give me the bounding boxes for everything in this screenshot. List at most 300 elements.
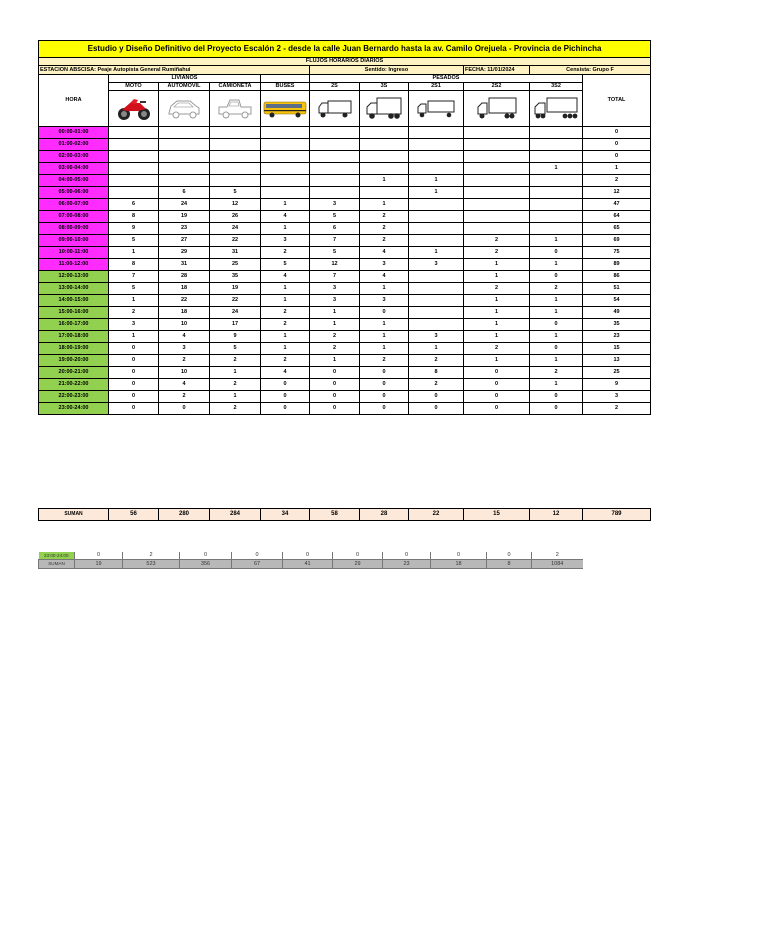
- count-cell-automovil: [159, 127, 210, 139]
- count-cell-camioneta: 31: [210, 247, 261, 259]
- hour-cell: 15:00-16:00: [39, 307, 109, 319]
- row-total-cell: 64: [583, 211, 651, 223]
- count-cell-2s: 1: [310, 307, 360, 319]
- count-cell-buses: 2: [261, 319, 310, 331]
- count-cell-moto: 0: [109, 379, 159, 391]
- traffic-count-sheet: [38, 40, 650, 415]
- count-cell-moto: 1: [109, 295, 159, 307]
- hour-cell: 04:00-05:00: [39, 175, 109, 187]
- count-cell-camioneta: 9: [210, 331, 261, 343]
- count-cell-2s1: 1: [409, 175, 464, 187]
- count-cell-3s: 2: [360, 355, 409, 367]
- count-cell-2s2: 2: [464, 343, 530, 355]
- count-cell-2s2: 2: [464, 235, 530, 247]
- motorcycle-icon: [109, 91, 158, 126]
- count-cell-2s: 6: [310, 223, 360, 235]
- count-cell-buses: 1: [261, 199, 310, 211]
- col-header-buses: BUSES: [261, 83, 310, 91]
- count-cell-2s2: [464, 139, 530, 151]
- count-cell-3s: 0: [360, 307, 409, 319]
- count-cell-automovil: 22: [159, 295, 210, 307]
- count-cell-2s2: [464, 199, 530, 211]
- livianos-group-header: LIVIANOS: [109, 75, 261, 83]
- sum-camioneta: 284: [210, 509, 261, 521]
- count-cell-2s: 12: [310, 259, 360, 271]
- row-total-cell: 65: [583, 223, 651, 235]
- count-cell-moto: 9: [109, 223, 159, 235]
- table-row: [39, 163, 651, 175]
- table-row: [39, 343, 651, 355]
- count-cell-automovil: 18: [159, 283, 210, 295]
- count-cell-3s2: [530, 223, 583, 235]
- table-row: [39, 295, 651, 307]
- report-subtitle: FLUJOS HORARIOS DIARIOS: [39, 58, 651, 66]
- report-title: Estudio y Diseño Definitivo del Proyecto Escalón 2 - desde la calle Juan Bernardo hasta la av. Camilo Orejuela - Provincia de Pichincha: [39, 41, 651, 58]
- hour-cell: 07:00-08:00: [39, 211, 109, 223]
- secondary-row-value: 0: [383, 552, 431, 560]
- count-cell-2s: 1: [310, 355, 360, 367]
- count-cell-2s1: [409, 139, 464, 151]
- count-cell-2s1: 2: [409, 379, 464, 391]
- count-cell-automovil: 2: [159, 355, 210, 367]
- hour-cell: 06:00-07:00: [39, 199, 109, 211]
- count-cell-3s2: 1: [530, 235, 583, 247]
- hour-cell: 19:00-20:00: [39, 355, 109, 367]
- bus-icon: [261, 91, 309, 126]
- count-cell-3s: [360, 151, 409, 163]
- date-label: FECHA: 11/01/2024: [464, 66, 530, 75]
- count-cell-automovil: 27: [159, 235, 210, 247]
- row-total-cell: 54: [583, 295, 651, 307]
- hour-cell: 22:00-23:00: [39, 391, 109, 403]
- count-cell-2s1: [409, 307, 464, 319]
- hour-cell: 03:00-04:00: [39, 163, 109, 175]
- count-cell-automovil: [159, 151, 210, 163]
- count-cell-automovil: 28: [159, 271, 210, 283]
- count-cell-3s2: 1: [530, 259, 583, 271]
- sum-2s: 58: [310, 509, 360, 521]
- count-cell-2s2: 1: [464, 319, 530, 331]
- count-cell-3s2: [530, 211, 583, 223]
- sum-automovil: 280: [159, 509, 210, 521]
- count-cell-3s: 4: [360, 271, 409, 283]
- row-total-cell: 47: [583, 199, 651, 211]
- secondary-sum-value: 523: [123, 560, 180, 569]
- count-cell-moto: 8: [109, 211, 159, 223]
- count-cell-automovil: 4: [159, 379, 210, 391]
- count-cell-automovil: [159, 175, 210, 187]
- secondary-sum-value: 8: [487, 560, 532, 569]
- secondary-sum-value: 29: [333, 560, 383, 569]
- count-cell-automovil: [159, 139, 210, 151]
- secondary-sum-value: 356: [180, 560, 232, 569]
- count-cell-2s1: 8: [409, 367, 464, 379]
- hour-cell: 09:00-10:00: [39, 235, 109, 247]
- count-cell-buses: 0: [261, 391, 310, 403]
- sum-label: SUMAN: [39, 509, 109, 521]
- count-cell-camioneta: 17: [210, 319, 261, 331]
- count-cell-moto: [109, 139, 159, 151]
- count-cell-2s1: 1: [409, 343, 464, 355]
- count-cell-2s2: 1: [464, 295, 530, 307]
- count-cell-camioneta: 25: [210, 259, 261, 271]
- count-cell-2s: 2: [310, 343, 360, 355]
- table-row: [39, 199, 651, 211]
- count-cell-2s1: [409, 319, 464, 331]
- count-cell-3s2: 0: [530, 403, 583, 415]
- secondary-row-value: 2: [123, 552, 180, 560]
- count-cell-buses: 2: [261, 247, 310, 259]
- hour-cell: 20:00-21:00: [39, 367, 109, 379]
- table-row: [39, 307, 651, 319]
- row-total-cell: 0: [583, 127, 651, 139]
- count-cell-automovil: 10: [159, 319, 210, 331]
- car-icon: [159, 91, 209, 126]
- count-cell-3s: 1: [360, 331, 409, 343]
- count-cell-2s1: [409, 211, 464, 223]
- count-cell-buses: 4: [261, 271, 310, 283]
- table-row: [39, 367, 651, 379]
- count-cell-2s2: [464, 127, 530, 139]
- secondary-sum-value: 67: [232, 560, 283, 569]
- hour-cell: 16:00-17:00: [39, 319, 109, 331]
- hour-cell: 23:00-24:00: [39, 403, 109, 415]
- count-cell-buses: 0: [261, 403, 310, 415]
- count-cell-moto: 0: [109, 355, 159, 367]
- hour-cell: 08:00-09:00: [39, 223, 109, 235]
- count-cell-2s: 5: [310, 247, 360, 259]
- count-cell-2s2: [464, 211, 530, 223]
- secondary-sum-value: 19: [75, 560, 123, 569]
- count-cell-3s: [360, 139, 409, 151]
- hourly-rows: [39, 127, 651, 415]
- row-total-cell: 69: [583, 235, 651, 247]
- col-header-2s2: 2S2: [464, 83, 530, 91]
- count-cell-camioneta: 1: [210, 367, 261, 379]
- count-cell-2s: 3: [310, 283, 360, 295]
- count-cell-moto: 5: [109, 235, 159, 247]
- count-cell-camioneta: [210, 151, 261, 163]
- count-cell-moto: 0: [109, 403, 159, 415]
- count-cell-2s2: 1: [464, 307, 530, 319]
- count-cell-2s1: [409, 127, 464, 139]
- count-cell-3s2: [530, 175, 583, 187]
- table-row: [39, 235, 651, 247]
- count-cell-2s1: 0: [409, 391, 464, 403]
- hour-cell: 05:00-06:00: [39, 187, 109, 199]
- count-cell-buses: 1: [261, 343, 310, 355]
- count-cell-3s: 1: [360, 175, 409, 187]
- sum-total: 789: [583, 509, 651, 521]
- sum-2s2: 15: [464, 509, 530, 521]
- count-cell-2s1: 1: [409, 247, 464, 259]
- count-cell-3s: 0: [360, 367, 409, 379]
- count-cell-buses: 1: [261, 223, 310, 235]
- station-label: ESTACION ABSCISA: Peaje Autopista General Rumiñahui: [39, 66, 310, 75]
- count-cell-automovil: 3: [159, 343, 210, 355]
- count-cell-camioneta: 22: [210, 295, 261, 307]
- secondary-sum-section: [38, 552, 582, 569]
- count-cell-2s: 2: [310, 331, 360, 343]
- col-header-camioneta: CAMIONETA: [210, 83, 261, 91]
- table-row: [39, 355, 651, 367]
- count-cell-3s: 1: [360, 343, 409, 355]
- count-cell-3s2: 2: [530, 367, 583, 379]
- count-cell-buses: 5: [261, 259, 310, 271]
- secondary-sum-value: 1084: [532, 560, 583, 569]
- count-cell-2s1: [409, 235, 464, 247]
- count-cell-2s: [310, 151, 360, 163]
- count-cell-buses: 1: [261, 331, 310, 343]
- row-total-cell: 0: [583, 139, 651, 151]
- count-cell-3s: 0: [360, 379, 409, 391]
- row-total-cell: 23: [583, 331, 651, 343]
- hour-cell: 10:00-11:00: [39, 247, 109, 259]
- row-total-cell: 25: [583, 367, 651, 379]
- count-cell-3s2: 2: [530, 283, 583, 295]
- row-total-cell: 2: [583, 403, 651, 415]
- count-cell-moto: [109, 175, 159, 187]
- count-cell-3s2: [530, 199, 583, 211]
- row-total-cell: 12: [583, 187, 651, 199]
- count-cell-buses: [261, 187, 310, 199]
- secondary-row-value: 0: [431, 552, 487, 560]
- row-total-cell: 2: [583, 175, 651, 187]
- row-total-cell: 49: [583, 307, 651, 319]
- count-cell-camioneta: 2: [210, 379, 261, 391]
- count-cell-automovil: 23: [159, 223, 210, 235]
- row-total-cell: 13: [583, 355, 651, 367]
- row-total-cell: 3: [583, 391, 651, 403]
- hour-cell: 00:00-01:00: [39, 127, 109, 139]
- count-cell-camioneta: [210, 127, 261, 139]
- secondary-row-value: 0: [180, 552, 232, 560]
- count-cell-3s2: [530, 127, 583, 139]
- count-cell-2s: 0: [310, 379, 360, 391]
- count-cell-2s: 0: [310, 367, 360, 379]
- count-cell-2s2: [464, 175, 530, 187]
- count-cell-buses: [261, 151, 310, 163]
- row-total-cell: 35: [583, 319, 651, 331]
- counter-label: Censista: Grupo F: [530, 66, 651, 75]
- truck-2s2-icon: [464, 91, 529, 126]
- count-cell-buses: 1: [261, 295, 310, 307]
- count-cell-2s2: [464, 151, 530, 163]
- count-cell-3s: 2: [360, 235, 409, 247]
- total-header: TOTAL: [583, 75, 651, 127]
- hour-cell: 18:00-19:00: [39, 343, 109, 355]
- count-cell-3s: 1: [360, 319, 409, 331]
- table-row: [39, 127, 651, 139]
- count-cell-camioneta: 35: [210, 271, 261, 283]
- table-row: [39, 211, 651, 223]
- count-cell-camioneta: 12: [210, 199, 261, 211]
- count-cell-camioneta: 2: [210, 403, 261, 415]
- count-cell-moto: 0: [109, 391, 159, 403]
- count-cell-3s2: 1: [530, 355, 583, 367]
- count-cell-3s2: [530, 151, 583, 163]
- count-cell-3s2: 1: [530, 307, 583, 319]
- sum-moto: 56: [109, 509, 159, 521]
- count-cell-moto: 2: [109, 307, 159, 319]
- count-cell-2s2: 0: [464, 391, 530, 403]
- count-cell-2s: 5: [310, 211, 360, 223]
- count-cell-2s2: 1: [464, 271, 530, 283]
- count-cell-3s: 1: [360, 199, 409, 211]
- count-cell-2s2: 0: [464, 403, 530, 415]
- count-cell-automovil: [159, 163, 210, 175]
- table-row: [39, 151, 651, 163]
- secondary-sum-row: [39, 560, 583, 569]
- count-cell-automovil: 0: [159, 403, 210, 415]
- secondary-row-value: 0: [487, 552, 532, 560]
- hour-cell: 21:00-22:00: [39, 379, 109, 391]
- table-row: [39, 331, 651, 343]
- count-cell-3s: 4: [360, 247, 409, 259]
- count-cell-automovil: 18: [159, 307, 210, 319]
- count-cell-camioneta: [210, 175, 261, 187]
- count-cell-moto: [109, 151, 159, 163]
- secondary-sum-value: 23: [383, 560, 431, 569]
- count-cell-automovil: 2: [159, 391, 210, 403]
- count-cell-3s: 3: [360, 259, 409, 271]
- count-cell-moto: 1: [109, 331, 159, 343]
- hour-cell: 02:00-03:00: [39, 151, 109, 163]
- count-cell-2s2: 1: [464, 331, 530, 343]
- secondary-sum-label: SUMAN: [39, 560, 75, 569]
- table-row: [39, 391, 651, 403]
- count-cell-buses: [261, 139, 310, 151]
- count-cell-moto: 0: [109, 343, 159, 355]
- table-row: [39, 187, 651, 199]
- count-cell-buses: 0: [261, 379, 310, 391]
- count-cell-automovil: 29: [159, 247, 210, 259]
- truck-2s1-icon: [409, 91, 463, 126]
- sum-2s1: 22: [409, 509, 464, 521]
- count-cell-moto: 8: [109, 259, 159, 271]
- col-header-moto: MOTO: [109, 83, 159, 91]
- count-cell-moto: 3: [109, 319, 159, 331]
- count-cell-2s1: 3: [409, 259, 464, 271]
- sum-table: [38, 508, 651, 521]
- count-cell-camioneta: 22: [210, 235, 261, 247]
- count-cell-camioneta: 5: [210, 343, 261, 355]
- count-cell-camioneta: 24: [210, 223, 261, 235]
- count-cell-3s2: 1: [530, 379, 583, 391]
- sum-section: [38, 508, 650, 521]
- count-cell-2s2: 0: [464, 367, 530, 379]
- count-cell-automovil: 4: [159, 331, 210, 343]
- count-cell-automovil: 31: [159, 259, 210, 271]
- sum-3s2: 12: [530, 509, 583, 521]
- pesados-group-header: PESADOS: [310, 75, 583, 83]
- row-total-cell: 1: [583, 163, 651, 175]
- count-cell-automovil: 19: [159, 211, 210, 223]
- secondary-row-value: 0: [283, 552, 333, 560]
- row-total-cell: 51: [583, 283, 651, 295]
- count-cell-2s: [310, 127, 360, 139]
- table-row: [39, 247, 651, 259]
- count-cell-3s2: 0: [530, 319, 583, 331]
- secondary-sum-table: [38, 552, 583, 569]
- count-cell-2s: [310, 139, 360, 151]
- count-cell-2s1: 3: [409, 331, 464, 343]
- table-row: [39, 259, 651, 271]
- count-cell-moto: 6: [109, 199, 159, 211]
- count-cell-automovil: 6: [159, 187, 210, 199]
- truck-2s-icon: [310, 91, 359, 126]
- count-cell-2s2: [464, 163, 530, 175]
- count-cell-2s1: [409, 223, 464, 235]
- secondary-sum-value: 41: [283, 560, 333, 569]
- count-cell-2s1: [409, 199, 464, 211]
- count-cell-2s: 1: [310, 319, 360, 331]
- row-total-cell: 9: [583, 379, 651, 391]
- count-cell-2s1: [409, 295, 464, 307]
- count-cell-3s: 0: [360, 403, 409, 415]
- hour-cell: 12:00-13:00: [39, 271, 109, 283]
- row-total-cell: 86: [583, 271, 651, 283]
- count-cell-2s2: 1: [464, 259, 530, 271]
- table-row: [39, 403, 651, 415]
- count-cell-buses: 4: [261, 367, 310, 379]
- table-row: [39, 175, 651, 187]
- count-cell-camioneta: 2: [210, 355, 261, 367]
- count-cell-2s: 3: [310, 295, 360, 307]
- pickup-icon: [210, 91, 260, 126]
- table-row: [39, 379, 651, 391]
- table-row: [39, 139, 651, 151]
- table-row: [39, 283, 651, 295]
- count-cell-3s2: 0: [530, 343, 583, 355]
- count-cell-2s: 3: [310, 199, 360, 211]
- direction-label: Sentido: Ingreso: [310, 66, 464, 75]
- truck-3s-icon: [360, 91, 408, 126]
- count-cell-moto: 5: [109, 283, 159, 295]
- count-cell-camioneta: [210, 163, 261, 175]
- count-cell-2s2: [464, 223, 530, 235]
- hour-cell: 11:00-12:00: [39, 259, 109, 271]
- count-cell-2s2: 0: [464, 379, 530, 391]
- count-cell-3s2: 0: [530, 391, 583, 403]
- hour-cell: 14:00-15:00: [39, 295, 109, 307]
- count-cell-2s: 0: [310, 391, 360, 403]
- count-cell-moto: [109, 187, 159, 199]
- secondary-row-value: 0: [232, 552, 283, 560]
- count-cell-2s1: [409, 271, 464, 283]
- count-cell-buses: [261, 127, 310, 139]
- count-cell-3s: 2: [360, 223, 409, 235]
- col-header-3s2: 3S2: [530, 83, 583, 91]
- table-row: [39, 319, 651, 331]
- count-cell-camioneta: 26: [210, 211, 261, 223]
- truck-3s2-icon: [530, 91, 582, 126]
- count-cell-2s: 7: [310, 271, 360, 283]
- table-row: [39, 271, 651, 283]
- row-total-cell: 89: [583, 259, 651, 271]
- secondary-last-hour-row: [39, 552, 583, 560]
- count-cell-2s1: [409, 163, 464, 175]
- col-header-2s: 2S: [310, 83, 360, 91]
- col-header-automovil: AUTOMOVIL: [159, 83, 210, 91]
- count-cell-3s2: 0: [530, 271, 583, 283]
- count-cell-buses: 4: [261, 211, 310, 223]
- hour-cell: 17:00-18:00: [39, 331, 109, 343]
- count-cell-3s: 1: [360, 283, 409, 295]
- count-cell-2s1: [409, 283, 464, 295]
- count-cell-3s2: 0: [530, 247, 583, 259]
- table-row: [39, 223, 651, 235]
